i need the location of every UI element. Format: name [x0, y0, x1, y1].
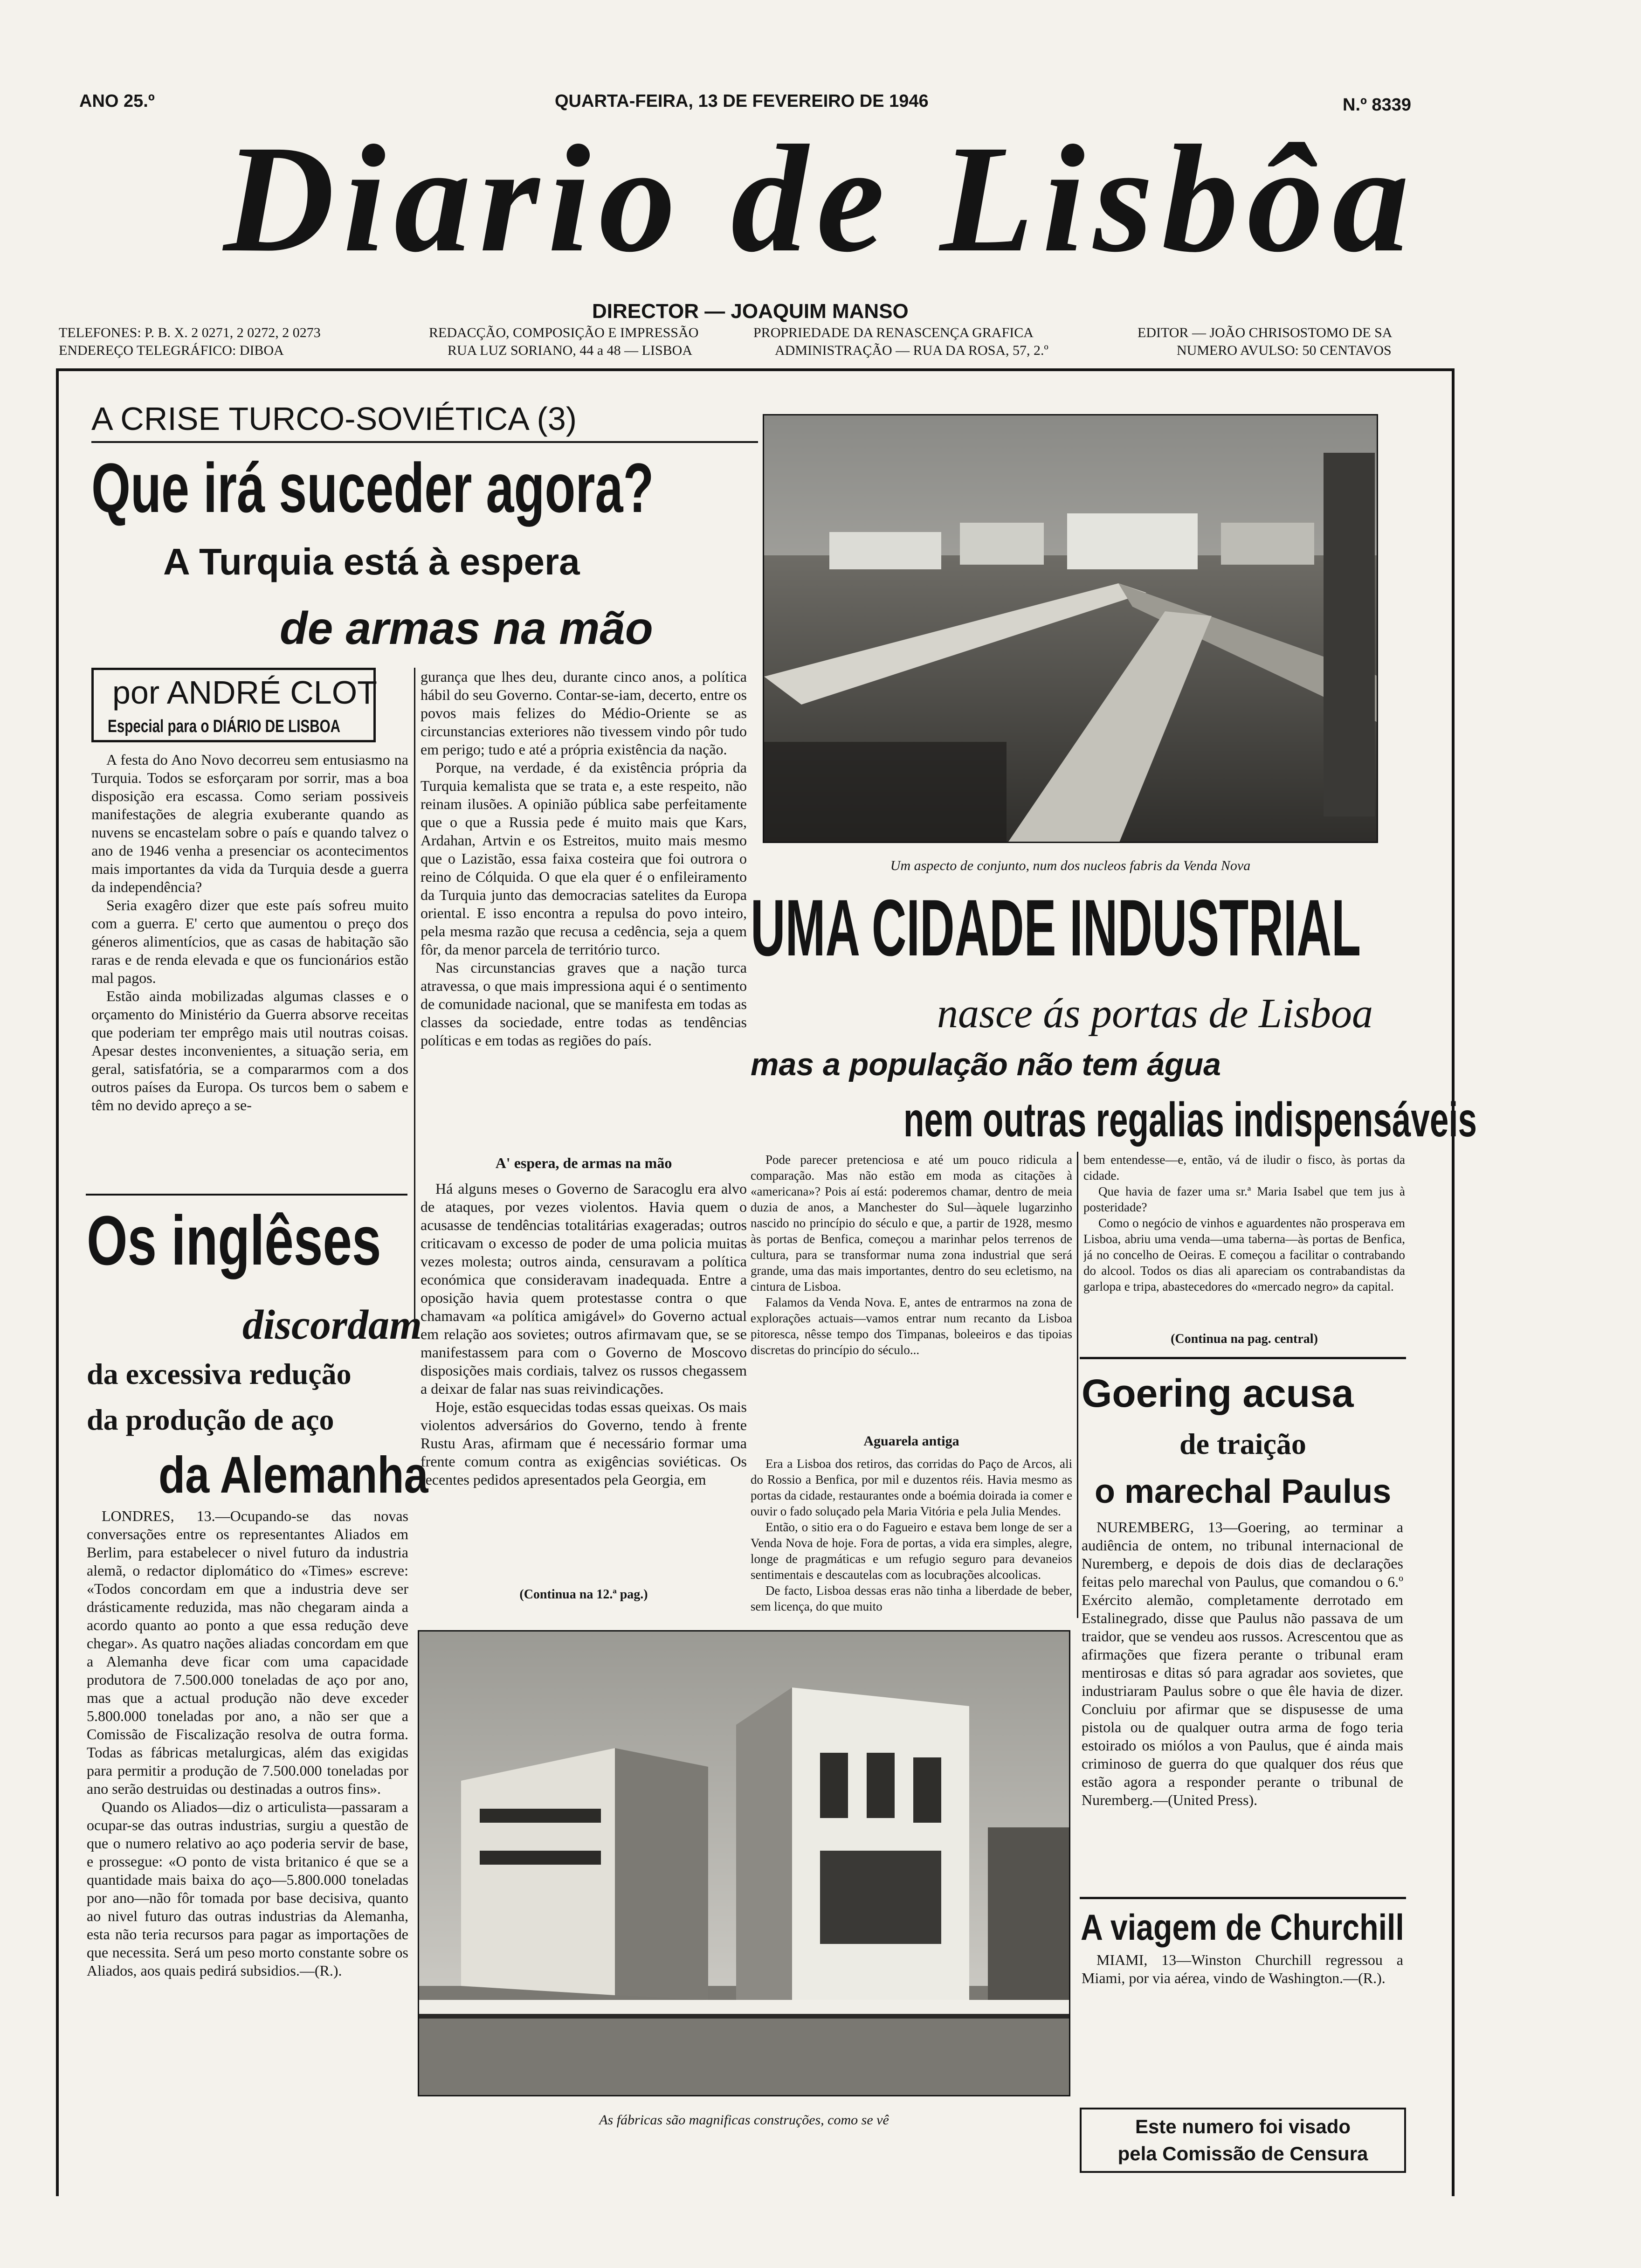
photo1-caption: Um aspecto de conjunto, num dos nucleos fabris da Venda Nova — [890, 858, 1251, 873]
issue-year: ANO 25.º — [79, 91, 155, 111]
paragraph: Que havia de fazer uma sr.ª Maria Isabel que tem jus à posteridade? — [1083, 1184, 1405, 1214]
masthead-title: Diario de Lisbôa — [223, 114, 1418, 284]
paragraph: A festa do Ano Novo decorreu sem entusiasmo na Turquia. Todos se esforçaram por sorrir, mas a boa disposição era escassa. Como seriam possiveis manifestações de alegria exuberante quando as nuvens se encastelam sobre o país e quando talvez o ano de 1946 venha a presenciar os acontecimentos mais importantes da vida da Turquia desde a guerra da independência? — [91, 751, 408, 895]
ingleses-top-rule — [86, 1194, 407, 1196]
byline-subtitle: Especial para o DIÁRIO DE LISBOA — [108, 717, 341, 736]
kicker-underline — [91, 441, 758, 443]
factory-photo — [418, 1630, 1070, 2096]
turkey-continue: (Continua na 12.ª pag.) — [519, 1587, 648, 1602]
censorship-box — [1080, 2108, 1406, 2173]
goering-headline: Goering acusa — [1082, 1371, 1354, 1415]
paragraph: Hoje, estão esquecidas todas essas queixas. Os mais violentos adversários do Governo, tendo à frente Rustu Aras, afirmam que é necessário formar uma frente comum contra as exigências soviéticas. Os recentes pedidos apresentados pela Georgia, em — [421, 1398, 747, 1488]
censorship-line-2: pela Comissão de Censura — [1117, 2143, 1368, 2164]
paragraph: Seria exagêro dizer que este país sofreu muito com a guerra. E' certo que aumentou o preço dos géneros alimentícios, que as casas de habitação são raras e de renda elevada e que os funcionários estão mal pagos. — [91, 897, 408, 986]
paragraph: Pode parecer pretenciosa e até um pouco ridicula a comparação. Mas não estão em moda as citações à «americana»? Pois aí está: poderemos chamar, dentro de meia duzia de anos, a Manchester do Sul—àquele lugarzinho nascido no princípio do século e que, a partir de 1928, mesmo às portas de Benfica, começou a marinhar pelos terrenos de cultura, para se transformar numa zona industrial que será grande, uma das mais importantes, dentro do seu ecletismo, na cintura de Lisboa. — [751, 1153, 1072, 1293]
industrial-photo-aerial — [763, 414, 1378, 843]
ingleses-headline: Os inglêses — [87, 1201, 381, 1279]
ingleses-sub2: da excessiva redução — [87, 1357, 352, 1390]
churchill-top-rule — [1080, 1897, 1406, 1899]
turkey-subhead: A' espera, de armas na mão — [495, 1155, 672, 1171]
turkey-col1-text — [91, 751, 408, 1203]
paragraph: MIAMI, 13—Winston Churchill regressou a Miami, por via aérea, vindo de Washington.—(R.). — [1082, 1951, 1403, 1986]
turkey-col2b-text — [421, 1180, 747, 1576]
paragraph: Há alguns meses o Governo de Saracoglu era alvo de ataques, por vezes violentos. Havia quem o acusasse de tendências totalitárias exageradas; outros criticavam o excesso de poder de uma policia muitas vezes molesta; outros ainda, censuravam a política económica que consideravam inadequada. Entre a oposição havia quem protestasse contra o que chamavam «a política amigável» do Governo actual em relação aos sovietes; outros afirmavam que, se se manifestassem para com o Governo de Moscovo disposições mais cordiais, talvez os russos chegassem a deixar de falar nas suas reivindicações. — [421, 1180, 747, 1397]
churchill-headline: A viagem de Churchill — [1081, 1907, 1404, 1948]
turkey-kicker: A CRISE TURCO-SOVIÉTICA (3) — [91, 401, 577, 437]
byline-name: por ANDRÉ CLOT — [112, 674, 377, 711]
goering-sub1: de traição — [1179, 1427, 1306, 1460]
column-rule — [1077, 1152, 1078, 1618]
photo2-caption: As fábricas são magnificas construções, como se vê — [599, 2112, 889, 2128]
frame-left — [56, 368, 59, 2196]
byline-box — [91, 668, 376, 742]
issue-date: QUARTA-FEIRA, 13 DE FEVEREIRO DE 1946 — [555, 91, 929, 111]
turkey-subheading-1: A Turquia está à espera — [163, 541, 580, 582]
cidade-sub2: mas a população não tem água — [751, 1047, 1221, 1082]
goering-sub2: o marechal Paulus — [1095, 1473, 1392, 1510]
editor-line: EDITOR — JOÃO CHRISOSTOMO DE SA — [1138, 325, 1393, 340]
paragraph: Quando os Aliados—diz o articulista—passaram a ocupar-se das outras industrias, surgiu a questão de que o numero relativo ao aço poderia servir de base, e prossegue: «O ponto de vista britanico é que se a quantidade mais baixa do aço—5.800.000 toneladas por ano—não fôr tomada por base decisiva, quanto ao nivel futuro das outras industrias da Alemanha, esta não teria recursos para pagar as importações de que necessita. Será um peso morto constante sobre os Aliados, aos quais pedirá subsidios.—(R.). — [87, 1798, 408, 1979]
paragraph: Nas circunstancias graves que a nação turca atravessa, o que mais impressiona aqui é o sentimento de comunidade nacional, que se manifesta em todas as classes da sociedade, entre todas as tendências políticas e em todas as regiões do país. — [421, 959, 747, 1049]
paragraph: Porque, na verdade, é da existência própria da Turquia kemalista que se trata e, a este respeito, não reinam ilusões. A opinião pública sabe perfeitamente que o que a Russia pede é muito mais que Kars, Ardahan, Artvin e os Estreitos, muito mais mesmo que o Lazistão, essa faixa costeira que foi outrora o reino de Cólquida. O que ela quer é o enfileiramento da Turquia junto das democracias satelites da Europa oriental. E isso encontra a repulsa do povo inteiro, pela mesma razão que recusa a cedência, seja a quem fôr, da menor parcela de território turco. — [421, 759, 747, 958]
price-line: NUMERO AVULSO: 50 CENTAVOS — [1177, 343, 1392, 358]
paragraph: De facto, Lisboa dessas eras não tinha a liberdade de beber, sem licença, do que muito — [751, 1583, 1072, 1613]
paragraph: gurança que lhes deu, durante cinco anos, a política hábil do seu Governo. Contar-se-iam, decerto, entre os povos mais felizes do Médio-Oriente se as circunstancias exteriores não tivessem vindo pôr tudo em perigo; tudo e até a própria existência da nação. — [421, 668, 747, 758]
cidade-headline: UMA CIDADE INDUSTRIAL — [751, 883, 1361, 973]
director-line: DIRECTOR — JOAQUIM MANSO — [592, 300, 909, 323]
cidade-subhead: Aguarela antiga — [863, 1433, 959, 1449]
frame-right — [1452, 368, 1455, 2196]
paragraph: Estão ainda mobilizadas algumas classes e o orçamento do Ministério da Guerra absorve receitas que poderiam ter emprêgo mais util noutras coisas. Apesar destes inconvenientes, a situação seria, em geral, satisfatória, se a compararmos com a dos outros países da Europa. Os turcos bem o sabem e têm no devido apreço a se- — [91, 988, 408, 1113]
censorship-line-1: Este numero foi visado — [1135, 2116, 1351, 2137]
goering-top-rule — [1080, 1357, 1406, 1359]
cidade-sub3: nem outras regalias indispensáveis — [903, 1093, 1477, 1147]
cidade-col-a-text — [751, 1152, 1072, 1431]
column-rule — [414, 668, 415, 1321]
paragraph: LONDRES, 13.—Ocupando-se das novas conversações entre os representantes Aliados em Berlim, para estabelecer o nivel futuro da industria alemã, o redactor diplomático do «Times» escreve: «Todos concordam em que a industria deve ser drásticamente reduzida, mas não chegaram ainda a acordo quanto ao ponto a que essa redução deve chegar». As quatro nações aliadas concordam em que a Alemanha deve ficar com uma capacidade produtora de 7.500.000 toneladas de aço por ano, mas que a actual produção não deve exceder 5.800.000 toneladas por ano, a não ser que a Comissão de Fiscalização resolva de outra forma. Todas as fábricas metalurgicas, além das exigidas para permitir a produção de 7.500.000 toneladas por ano serão destruidas ou destinadas a outros fins». — [87, 1507, 408, 1797]
issue-number: N.º 8339 — [1343, 95, 1411, 115]
paragraph: Falamos da Venda Nova. E, antes de entrarmos na zona de explorações actuais—vamos entrar num recanto da Lisboa pitoresca, nêsse tempo dos Timpanas, boleeiros e das tipoias discretas do princípio do século... — [751, 1295, 1072, 1357]
turkey-subheading-2: de armas na mão — [280, 602, 653, 654]
redaccao-address: RUA LUZ SORIANO, 44 a 48 — LISBOA — [448, 343, 692, 358]
administracao-line: ADMINISTRAÇÃO — RUA DA ROSA, 57, 2.º — [775, 343, 1048, 358]
turkey-col2-text — [421, 668, 747, 1139]
ingleses-sub3: da produção de aço — [87, 1403, 334, 1436]
ingleses-text — [87, 1507, 408, 2146]
paragraph: Era a Lisboa dos retiros, das corridas do Paço de Arcos, ali do Rossio a Benfica, por mil e duzentos réis. Havia mesmo as portas da cidade, restaurantes onde a boémia doirada ia comer e ouvir o fado soluçado pela Maria Vitória e pela Julia Mendes. — [751, 1457, 1072, 1518]
paragraph: Então, o sitio era o do Fagueiro e estava bem longe de ser a Venda Nova de hoje. Fora de portas, a vida era simples, alegre, longe de pragmáticas e um refugio seguro para devaneios sentimentais e descautelas com as locubrações alcoolicas. — [751, 1520, 1072, 1582]
cidade-col-a2-text — [751, 1456, 1072, 1624]
ingleses-sub4: da Alemanha — [159, 1446, 428, 1504]
turkey-headline: Que irá suceder agora? — [91, 449, 654, 527]
frame-top — [56, 368, 1455, 371]
redaccao-line: REDACÇÃO, COMPOSIÇÃO E IMPRESSÃO — [429, 325, 699, 340]
telegraph-address: ENDEREÇO TELEGRÁFICO: DIBOA — [59, 343, 284, 358]
telephones: TELEFONES: P. B. X. 2 0271, 2 0272, 2 0273 — [59, 325, 321, 340]
factory-photo-image — [419, 1632, 1070, 2096]
paragraph: bem entendesse—e, então, vá de iludir o fisco, às portas da cidade. — [1083, 1153, 1405, 1182]
paragraph: Como o negócio de vinhos e aguardentes não prosperava em Lisboa, abriu uma venda—uma taberna—às portas de Benfica, já no concelho de Oeiras. E começou a facilitar o contrabando do alcool. Todos os dias ali apareciam os contrabandistas da garlopa e tripa, abastecedores do «mercado negro» da capital. — [1083, 1216, 1405, 1293]
cidade-col-b-text — [1083, 1152, 1405, 1338]
cidade-sub1: nasce ás portas de Lisboa — [937, 990, 1373, 1037]
ingleses-sub1: discordam — [242, 1302, 422, 1348]
propriedade-line: PROPRIEDADE DA RENASCENÇA GRAFICA — [753, 325, 1034, 340]
churchill-text — [1082, 1951, 1403, 2030]
cidade-continue: (Continua na pag. central) — [1171, 1332, 1318, 1346]
paragraph: NUREMBERG, 13—Goering, ao terminar a audiência de ontem, no tribunal internacional de Nuremberg, e depois de dois dias de declarações feitas pelo marechal von Paulus, que comandou o 6.º Exército alemão, completamente derrotado em Estalinegrado, disse que Paulus não passava de um traidor, que se vendeu aos russos. Acrescentou que as afirmações que fizera perante o tribunal eram mentirosas e ditas só para agradar aos sovietes, que industriaram Paulus sobre o que êle havia de dizer. Concluiu por afirmar que se dispusesse de uma pistola ou de qualquer outra arma de fogo teria estoirado os miólos a von Paulus, que é ainda mais criminoso de guerra do que qualquer dos réus que estão agora a responder perante o tribunal de Nuremberg.—(United Press). — [1082, 1519, 1403, 1808]
industrial-photo-aerial-image — [764, 415, 1378, 843]
